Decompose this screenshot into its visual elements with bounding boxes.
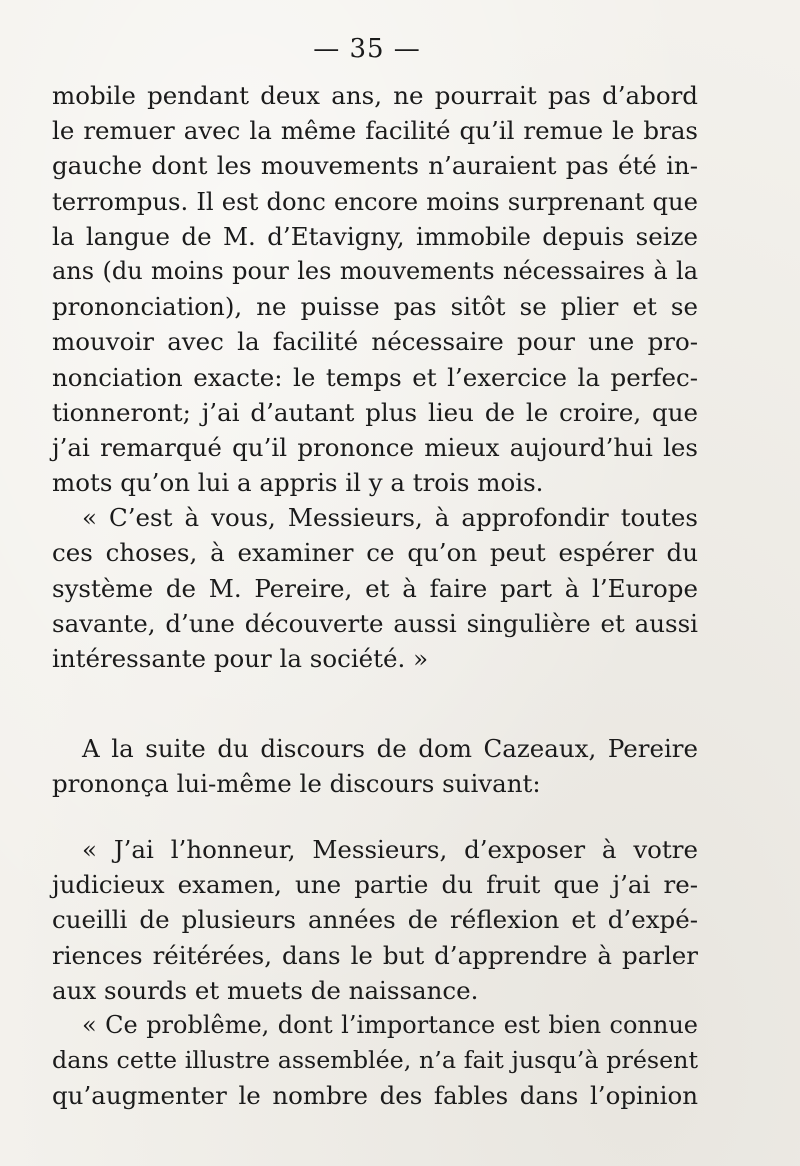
text-line: nonciation exacte: le temps et l’exercice la perfec- [52, 362, 698, 392]
text-line: A la suite du discours de dom Cazeaux, Pereire [82, 734, 698, 763]
text-line: mouvoir avec la facilité nécessaire pour une pro- [52, 327, 698, 357]
text-line: cueilli de plusieurs années de réflexion et d’expé- [52, 905, 698, 935]
page-number: — 35 — [313, 34, 421, 64]
text-line: j’ai remarqué qu’il prononce mieux aujourd’hui les [52, 432, 698, 462]
text-line: système de M. Pereire, et à faire part à l’Europe [52, 573, 698, 603]
text-line: terrompus. Il est donc encore moins surprenant que [52, 186, 698, 216]
text-line: « Ce problême, dont l’importance est bien connue [82, 1011, 698, 1039]
paragraph-block [52, 78, 698, 676]
text-line: la langue de M. d’Etavigny, immobile depuis seize [52, 221, 698, 251]
text-line: aux sourds et muets de naissance. [52, 975, 479, 1005]
text-line: prononciation), ne puisse pas sitôt se plier et se [52, 292, 698, 322]
text-line: gauche dont les mouvements n’auraient pas été in- [52, 151, 698, 181]
text-line: dans cette illustre assemblée, n’a fait jusqu’à présent [52, 1046, 698, 1075]
text-line: qu’augmenter le nombre des fables dans l’opinion [52, 1081, 698, 1111]
text-line: ans (du moins pour les mouvements nécessaires à la [52, 256, 698, 285]
text-line: le remuer avec la même facilité qu’il remue le bras [52, 116, 698, 146]
paragraph-block [52, 731, 698, 801]
paragraph-block [52, 1008, 698, 1114]
text-line: savante, d’une découverte aussi singulière et aussi [52, 608, 698, 638]
text-line: tionneront; j’ai d’autant plus lieu de le croire, que [52, 397, 698, 427]
text-line: mots qu’on lui a appris il y a trois mois. [52, 468, 544, 498]
text-line: prononça lui-même le discours suivant: [52, 769, 541, 799]
text-line: ces choses, à examiner ce qu’on peut espérer du [52, 538, 698, 568]
text-line: mobile pendant deux ans, ne pourrait pas d’abord [52, 81, 698, 110]
paragraph-block [52, 832, 698, 1008]
text-line: riences réitérées, dans le but d’apprendre à parler [52, 940, 698, 970]
text-line: intéressante pour la société. » [52, 644, 429, 673]
text-line: judicieux examen, une partie du fruit que j’ai re- [52, 870, 698, 900]
text-line: « C’est à vous, Messieurs, à approfondir toutes [82, 503, 698, 533]
text-line: « J’ai l’honneur, Messieurs, d’exposer à votre [82, 835, 698, 864]
